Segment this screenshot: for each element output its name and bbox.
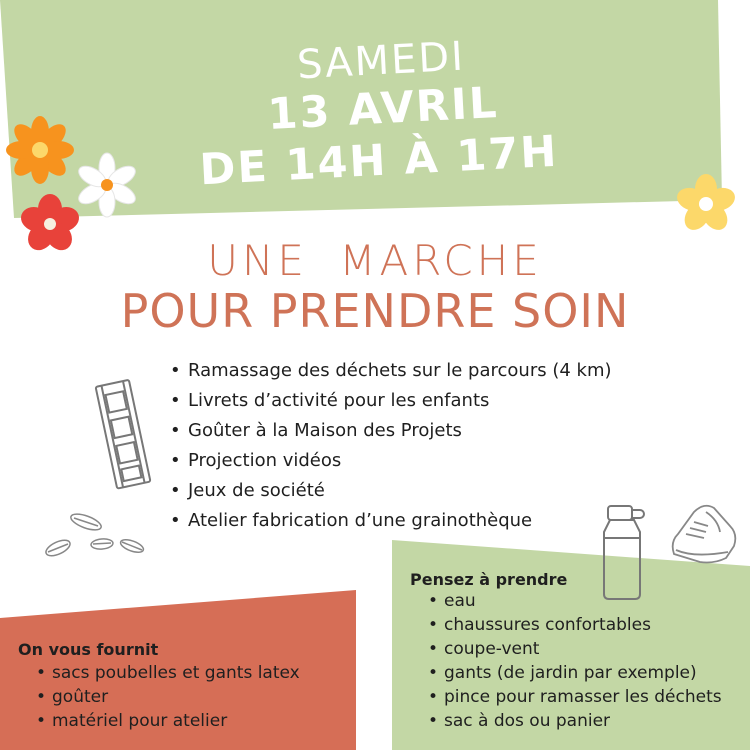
- list-item: • goûter: [36, 685, 300, 709]
- provided-section: [18, 640, 300, 733]
- event-title-line1: UNE MARCHE: [207, 236, 543, 285]
- seeds-icon: [42, 508, 152, 564]
- date-label: 13 AVRIL: [266, 77, 500, 141]
- orange-flower-icon: [4, 114, 76, 186]
- list-item: • Atelier fabrication d’une grainothèque: [168, 506, 612, 536]
- list-item: • matériel pour atelier: [36, 709, 300, 733]
- list-item: • pince pour ramasser les déchets: [428, 685, 722, 709]
- list-item: • eau: [428, 589, 722, 613]
- list-item: • gants (de jardin par exemple): [428, 661, 722, 685]
- bring-section: [410, 570, 722, 733]
- activities-list: [168, 356, 612, 536]
- list-item: • Livrets d’activité pour les enfants: [168, 386, 612, 416]
- list-item: • sac à dos ou panier: [428, 709, 722, 733]
- time-label: DE 14H À 17H: [198, 126, 560, 196]
- list-item: • coupe-vent: [428, 637, 722, 661]
- list-item: • Projection vidéos: [168, 446, 612, 476]
- event-title-line2: POUR PRENDRE SOIN: [120, 284, 630, 338]
- list-item: • Jeux de société: [168, 476, 612, 506]
- list-item: • chaussures confortables: [428, 613, 722, 637]
- sneaker-icon: [664, 498, 744, 568]
- provided-heading: On vous fournit: [18, 640, 159, 659]
- list-item: • sacs poubelles et gants latex: [36, 661, 300, 685]
- yellow-flower-icon: [672, 170, 740, 238]
- day-label: SAMEDI: [295, 33, 467, 89]
- bring-list: [428, 589, 722, 733]
- provided-list: [36, 661, 300, 733]
- list-item: • Ramassage des déchets sur le parcours (4 km): [168, 356, 612, 386]
- film-strip-icon: [94, 378, 154, 490]
- bring-heading: Pensez à prendre: [410, 570, 568, 589]
- list-item: • Goûter à la Maison des Projets: [168, 416, 612, 446]
